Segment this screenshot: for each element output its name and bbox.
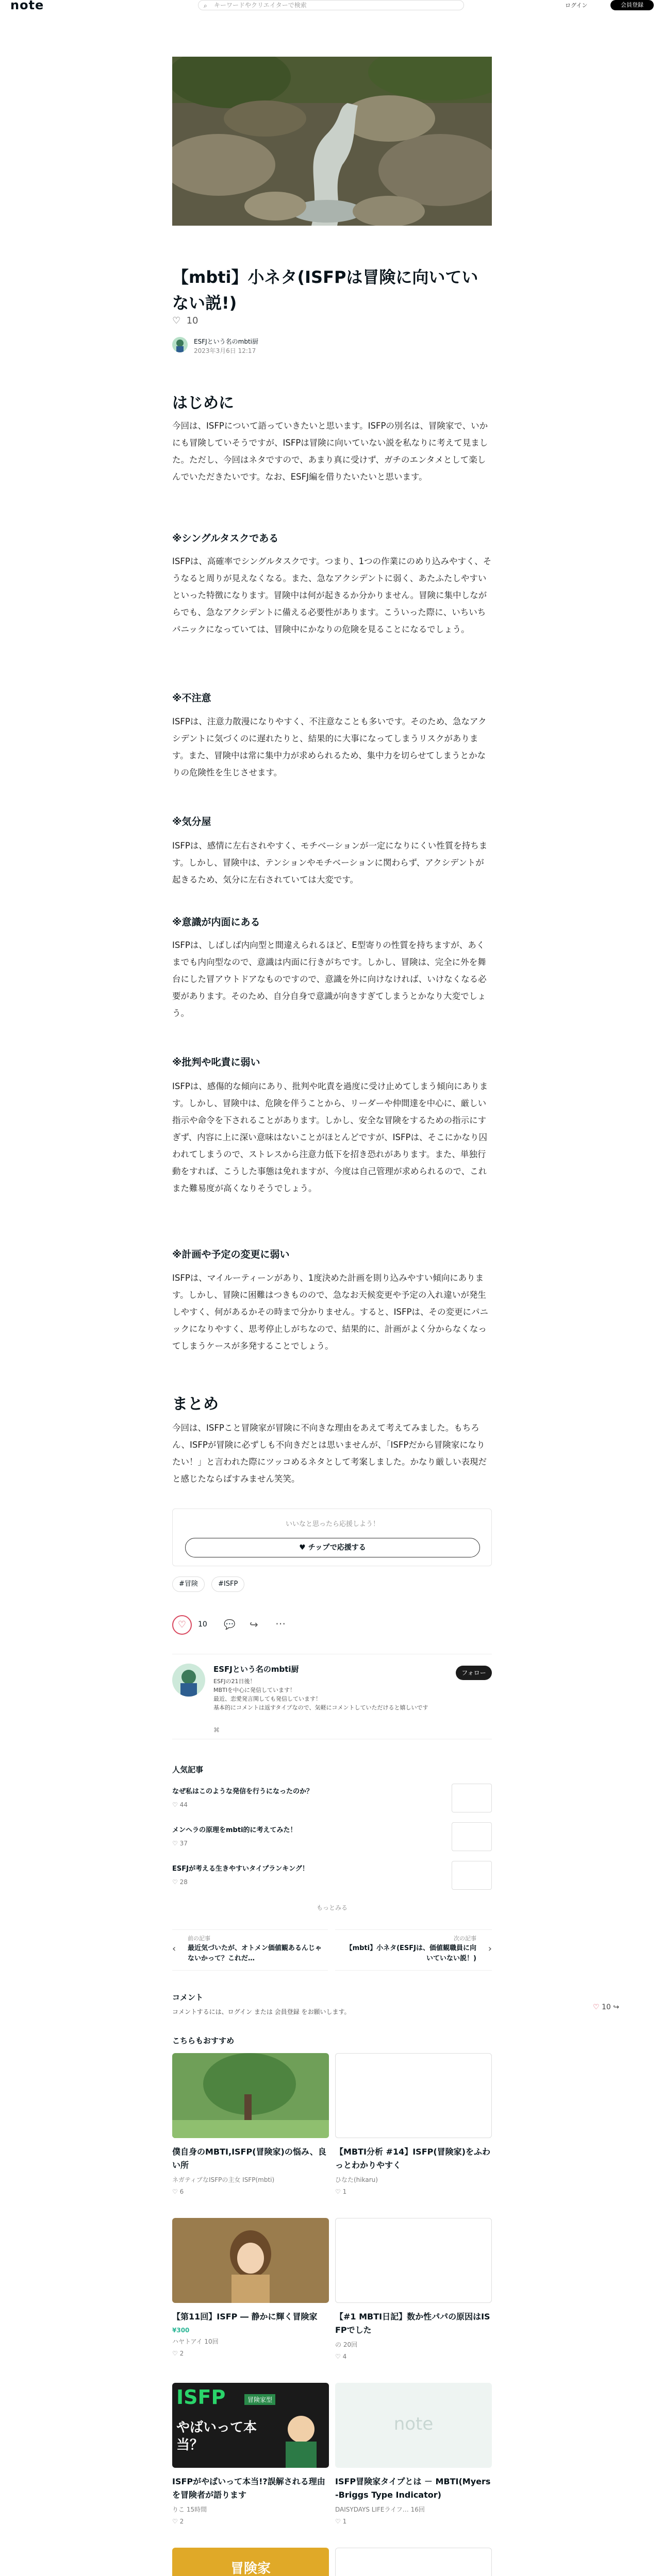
card-title: ISFP冒険家タイプとは － MBTI(Myers-Briggs Type Indicator) <box>335 2477 491 2500</box>
card-price: ¥300 <box>172 2327 190 2334</box>
support-prompt: いいなと思ったら応援しよう！ <box>285 1520 379 1528</box>
avatar[interactable] <box>172 337 188 352</box>
show-more-link[interactable]: もっとみる <box>316 1904 347 1911</box>
thumb-big-text: ISFP <box>176 2386 226 2409</box>
article-action-bar <box>172 1615 492 1636</box>
card-thumbnail <box>172 2053 329 2138</box>
side-like-button[interactable] <box>593 2003 619 2011</box>
heading-criticism: ※批判や叱責に弱い <box>172 1057 260 1068</box>
popular-likes: ♡ 28 <box>172 1878 188 1886</box>
author-avatar[interactable] <box>172 1664 205 1697</box>
popular-thumb <box>452 1861 492 1890</box>
popular-item[interactable] <box>172 1861 492 1895</box>
paragraph-single-task: ISFPは、高確率でシングルタスクです。つまり、1つの作業にのめり込みやすく、そうなると周りが見えなくなる。また、急なアクシデントに弱く、あたふたしやすいといった特徴になります。冒険中は何が起きるか分かりません。冒険に集中しながらでも、急なアクシデントに備える必要性があります。こういった際に、いちいちパニックになっていては、冒険中にかなりの危険を見ることになるでしょう。 <box>172 556 492 634</box>
search-input[interactable] <box>198 0 464 10</box>
card-likes: ♡ 2 <box>172 2350 184 2357</box>
card-likes: ♡ 1 <box>335 2518 347 2525</box>
card-thumbnail <box>335 2053 492 2138</box>
card-title: ISFPがやばいって本当!?誤解される理由を冒険者が語ります <box>172 2477 325 2500</box>
popular-thumb <box>452 1784 492 1812</box>
hashtag-adventure[interactable]: #冒険 <box>172 1577 205 1592</box>
popular-likes: ♡ 44 <box>172 1801 188 1808</box>
chevron-right-icon: › <box>488 1943 492 1954</box>
author-box-name[interactable]: ESFJという名のmbti厨 <box>213 1665 299 1674</box>
rss-icon[interactable]: ⌘ <box>213 1726 220 1734</box>
author-name[interactable]: ESFJという名のmbti厨 <box>194 338 258 345</box>
card-thumbnail <box>335 2548 492 2576</box>
card-thumbnail <box>172 2548 329 2576</box>
header <box>0 0 662 11</box>
paragraph-moody: ISFPは、感情に左右されやすく、モチベーションが一定になりにくい性質を持ちます。しかし、冒険中は、テンションやモチベーションに関わらず、アクシデントが起きるため、気分に左右されていては大変です。 <box>172 841 488 885</box>
next-label: 次の記事 <box>454 1935 476 1942</box>
popular-item[interactable] <box>172 1822 492 1856</box>
card-thumbnail <box>335 2218 492 2303</box>
like-button-top[interactable] <box>172 315 198 326</box>
popular-title: ESFJが考える生きやすいタイプランキング！ <box>172 1865 309 1873</box>
popular-title: メンヘラの原理をmbti的に考えてみた！ <box>172 1826 297 1834</box>
heading-summary: まとめ <box>172 1395 219 1413</box>
card-likes: ♡ 6 <box>172 2188 184 2195</box>
prev-article-link[interactable] <box>172 1929 328 1971</box>
next-article-link[interactable] <box>335 1929 492 1971</box>
card-likes: ♡ 4 <box>335 2353 347 2360</box>
recommended-card[interactable] <box>172 2053 329 2195</box>
thumb-main-text: やばいって本当？ <box>176 2420 257 2453</box>
recommended-card[interactable] <box>172 2548 329 2576</box>
recommended-card[interactable] <box>335 2053 492 2195</box>
side-like-count: 10 <box>602 2003 611 2011</box>
next-title: 【mbti】小ネタ(ESFJは、価値観職員に向いていない説！) <box>345 1944 476 1962</box>
paragraph-carelessness: ISFPは、注意力散漫になりやすく、不注意なことも多いです。そのため、急なアクシデントに気づくのに遅れたりと、結果的に大事になってしまうリスクがあります。また、冒険中は常に集中力が求められるため、集中力を切らせてしまうとかなりの危険性を生じさせます。 <box>172 717 487 777</box>
author-box <box>172 1654 492 1739</box>
article-hero-image <box>172 57 492 226</box>
recommended-card[interactable] <box>335 2383 492 2525</box>
signup-button[interactable]: 会員登録 <box>610 0 654 10</box>
paragraph-summary: 今回は、ISFPこと冒険家が冒険に不向きな理由をあえて考えてみました。もちろん、ISFPが冒険に必ずしも不向きだとは思いませんが、「ISFPだから冒険家になりたい！」と言われた際にツッコめるネタとして考案しました。かなり厳しい表現だと感じたならばすみません笑笑。 <box>172 1423 487 1484</box>
article-title: 【mbti】小ネタ(ISFPは冒険に向いていない説!) <box>172 267 478 313</box>
card-likes: ♡ 1 <box>335 2188 347 2195</box>
thumb-title-text: 冒険家 <box>230 2561 271 2576</box>
like-count: 10 <box>198 1620 207 1629</box>
card-meta: ネガティブなISFPの主女 ISFP(mbti) <box>172 2176 275 2183</box>
author-bio: ESFJの21日後！ MBTIを中心に発信しています！ 最近、恋愛発言関しても発信しています！ 基本的にコメントは返すタイプなので、気軽にコメントしていただけると嬉しいです <box>213 1678 428 1711</box>
heart-icon: ♡ <box>172 315 181 326</box>
heading-plan-change: ※計画や予定の変更に弱い <box>172 1249 290 1260</box>
popular-thumb <box>452 1822 492 1851</box>
login-link[interactable]: ログイン <box>565 2 588 9</box>
support-box <box>172 1509 492 1566</box>
card-thumbnail <box>335 2383 492 2468</box>
search-icon: ⌕ <box>204 2 207 9</box>
heading-inner-focus: ※意識が内面にある <box>172 917 260 928</box>
card-meta: ひなた(hikaru) <box>335 2176 378 2183</box>
card-meta: の 20回 <box>335 2341 358 2348</box>
tip-button[interactable] <box>185 1538 480 1557</box>
card-title: 【MBTI分析 #14】ISFP(冒険家)をふわっとわかりやすく <box>335 2147 490 2170</box>
publish-date: 2023年3月6日 12:17 <box>194 347 256 354</box>
recommended-card[interactable] <box>172 2383 329 2525</box>
recommended-card[interactable] <box>335 2548 492 2576</box>
follow-button[interactable]: フォロー <box>456 1666 492 1680</box>
comment-icon[interactable]: 💬 <box>224 1619 236 1630</box>
popular-likes: ♡ 37 <box>172 1840 188 1847</box>
heading-moody: ※気分屋 <box>172 816 211 827</box>
heading-single-task: ※シングルタスクである <box>172 533 279 544</box>
paragraph-inner-focus: ISFPは、しばしば内向型と間違えられるほど、E型寄りの性質を持ちますが、あくまでも内向型なので、意識は内面に行きがちです。しかし、冒険は、完全に外を舞台にした冒アウトドアなものですので、意識を外に向けなければ、いけなくなる必要があります。そのため、自分自身で意識が向きすぎてしまうとかなり大変でしょう。 <box>172 940 487 1018</box>
author-header[interactable] <box>172 335 492 361</box>
popular-item[interactable] <box>172 1784 492 1818</box>
recommended-card[interactable] <box>172 2218 329 2357</box>
like-button[interactable]: ♡ <box>172 1615 192 1635</box>
paragraph-criticism: ISFPは、感傷的な傾向にあり、批判や叱責を過度に受け止めてしまう傾向にあります。しかし、冒険中は、危険を伴うことから、リーダーや仲間達を中心に、厳しい指示や命令を下されることがあります。しかし、安全な冒険をするための指示にすぎず、内容に上に深い意味はないことがほとんどですが、ISFPは、そこにかなり囚われてしまうので、ストレスから注意力低下を招き恐れがあります。また、単独行動をすれば、こうした事態は免れますが、今度は自己管理が求められるので、これまた難易度が高くなりそうでしょう。 <box>172 1081 488 1193</box>
popular-label: 人気記事 <box>172 1765 204 1774</box>
more-icon[interactable]: ⋯ <box>275 1617 286 1630</box>
chevron-left-icon: ‹ <box>172 1943 176 1954</box>
recommended-card[interactable] <box>335 2218 492 2360</box>
prev-label: 前の記事 <box>188 1935 210 1942</box>
comment-login-text[interactable]: コメントするには、ログイン または 会員登録 をお願いします。 <box>172 2008 351 2015</box>
card-title: 【第11回】ISFP ― 静かに輝く冒険家 <box>172 2312 318 2321</box>
note-logo[interactable]: note <box>10 0 44 12</box>
card-title: 僕自身のMBTI,ISFP(冒険家)の悩み、良い所 <box>172 2147 326 2170</box>
search-placeholder: キーワードやクリエイターで検索 <box>214 2 307 9</box>
prev-title: 最近気づいたが、オトメン価値観あるんじゃないかって？これだ… <box>188 1944 322 1962</box>
note-logo-placeholder: note <box>393 2414 434 2434</box>
card-meta: DAISYDAYS LIFEライフ… 16回 <box>335 2506 425 2513</box>
popular-title: なぜ私はこのような発信を行うになったのか？ <box>172 1788 313 1795</box>
like-count-top: 10 <box>186 315 198 326</box>
card-title: 【#1 MBTI日記】数か性パパの原因はISFPでした <box>335 2312 490 2335</box>
card-meta: りこ 15時間 <box>172 2506 207 2513</box>
thumb-sub-text: 冒険家型 <box>244 2394 275 2405</box>
recommended-label: こちらもおすすめ <box>172 2036 235 2045</box>
heading-intro: はじめに <box>172 394 234 412</box>
comment-label: コメント <box>172 1993 204 2002</box>
tip-button-label: チップで応援する <box>308 1544 366 1552</box>
paragraph-intro: 今回は、ISFPについて語っていきたいと思います。ISFPの別名は、冒険家で、いかにも冒険していそうですが、ISFPは冒険に向いていない説を私なりに考えて見ました。ただし、今回はネタですので、あまり真に受けず、ガチのエンタメとして楽しんでいただきたいです。なお、ESFJ編を借りたいたいと思います。 <box>172 421 488 482</box>
heart-icon: ♥ <box>299 1544 306 1552</box>
card-thumbnail <box>172 2383 329 2468</box>
heading-carelessness: ※不注意 <box>172 692 211 704</box>
heart-icon: ♡ <box>593 2003 600 2011</box>
share-icon[interactable]: ↪ <box>613 2003 620 2011</box>
paragraph-plan-change: ISFPは、マイルーティーンがあり、1度決めた計画を則り込みやすい傾向にあります。しかし、冒険に困難はつきものので、急なお天候変更や予定の入れ違いが発生しやすく、何があるかその時まで分かりません。すると、ISFPは、その変更にパニックになりやすく、思考停止しがちなので、結果的に、計画がよく分からなくなってしまうケースが多発することでしょう。 <box>172 1273 488 1351</box>
share-icon[interactable]: ↪ <box>250 1618 258 1631</box>
hashtag-isfp[interactable]: #ISFP <box>211 1577 244 1592</box>
card-thumbnail <box>172 2218 329 2303</box>
card-likes: ♡ 2 <box>172 2518 184 2525</box>
card-meta: ハヤトアイ 10回 <box>172 2338 219 2345</box>
